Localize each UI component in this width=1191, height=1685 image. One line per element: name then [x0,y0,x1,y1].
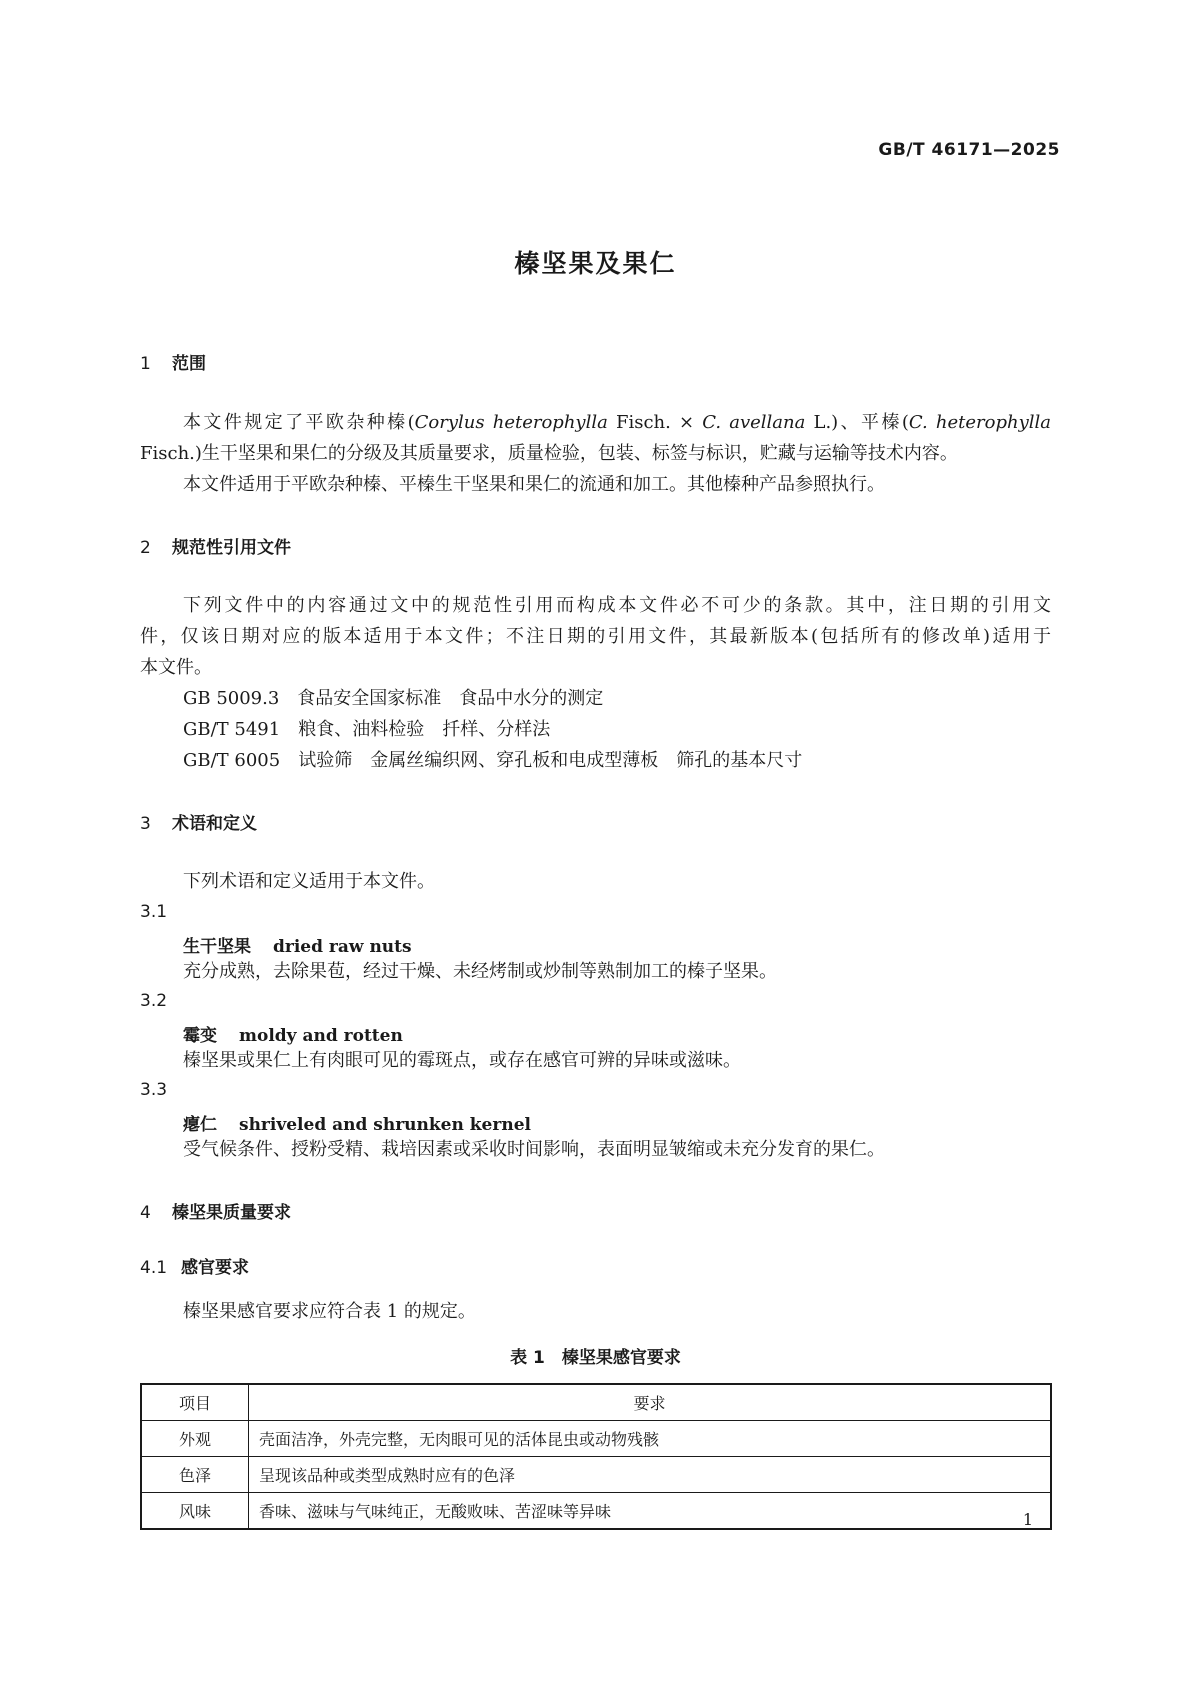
section-title: 范围 [172,354,206,374]
reference-item: GB/T 5491 粮食、油料检验 扦样、分样法 [183,719,551,740]
reference-item: GB/T 6005 试验筛 金属丝编织网、穿孔板和电成型薄板 筛孔的基本尺寸 [183,750,803,771]
table-cell: 风味 [141,1493,249,1530]
section-1-heading [140,349,206,374]
table-header-cell: 要求 [249,1384,1052,1421]
section-title: 术语和定义 [172,814,257,834]
sensory-requirements-table [140,1383,1052,1530]
section-3-heading [140,809,257,834]
term-definition: 受气候条件、授粉受精、栽培因素或采收时间影响，表面明显皱缩或未充分发育的果仁。 [183,1139,885,1160]
subsection-title: 感官要求 [181,1258,249,1278]
term-title: 生干坚果 dried raw nuts [183,937,412,957]
table-row [141,1493,1051,1530]
term-title: 瘪仁 shriveled and shrunken kernel [183,1115,531,1135]
subsection-text: 榛坚果感官要求应符合表 1 的规定。 [183,1301,476,1322]
section-title: 规范性引用文件 [172,538,291,558]
table-header-row [141,1384,1051,1421]
section-number: 2 [140,538,151,558]
table-row [141,1457,1051,1493]
section-number: 4 [140,1203,151,1223]
table-cell: 壳面洁净，外壳完整，无肉眼可见的活体昆虫或动物残骸 [249,1421,1052,1457]
section-title: 榛坚果质量要求 [172,1203,291,1223]
term-definition: 榛坚果或果仁上有肉眼可见的霉斑点，或存在感官可辨的异味或滋味。 [183,1050,741,1071]
references-intro-line-3: 本文件。 [140,657,212,678]
section-2-heading [140,533,291,558]
page-number: 1 [1022,1510,1033,1529]
scope-paragraph-2: 本文件适用于平欧杂种榛、平榛生干坚果和果仁的流通和加工。其他榛种产品参照执行。 [183,474,885,495]
table-cell: 色泽 [141,1457,249,1493]
term-title: 霉变 moldy and rotten [183,1026,403,1046]
terms-intro: 下列术语和定义适用于本文件。 [183,871,435,892]
table-header-cell: 项目 [141,1384,249,1421]
scope-paragraph-line-2: Fisch.)生干坚果和果仁的分级及其质量要求，质量检验，包装、标签与标识，贮藏与运输等技术内容。 [140,443,958,464]
standard-code: GB/T 46171—2025 [878,140,1060,160]
references-intro-line-1: 下列文件中的内容通过文中的规范性引用而构成本文件必不可少的条款。其中，注日期的引用文 [183,595,1051,616]
section-number: 1 [140,354,151,374]
term-definition: 充分成熟，去除果苞，经过干燥、未经烤制或炒制等熟制加工的榛子坚果。 [183,961,777,982]
reference-item: GB 5009.3 食品安全国家标准 食品中水分的测定 [183,688,604,709]
table-cell: 香味、滋味与气味纯正，无酸败味、苦涩味等异味 [249,1493,1052,1530]
term-number: 3.3 [140,1080,168,1100]
table-cell: 外观 [141,1421,249,1457]
table-row [141,1421,1051,1457]
references-intro-line-2: 件，仅该日期对应的版本适用于本文件；不注日期的引用文件，其最新版本(包括所有的修改单)适用于 [140,626,1051,647]
term-number: 3.1 [140,902,168,922]
subsection-4-1-heading [140,1253,249,1278]
document-title: 榛坚果及果仁 [514,249,677,278]
section-number: 3 [140,814,151,834]
term-number: 3.2 [140,991,168,1011]
section-4-heading [140,1198,291,1223]
table-cell: 呈现该品种或类型成熟时应有的色泽 [249,1457,1052,1493]
scope-paragraph-line-1: 本文件规定了平欧杂种榛(Corylus heterophylla Fisch. × C. avellana L.)、平榛(C. heterophylla [183,412,1051,433]
subsection-number: 4.1 [140,1258,168,1278]
table-caption: 表 1 榛坚果感官要求 [510,1348,681,1368]
